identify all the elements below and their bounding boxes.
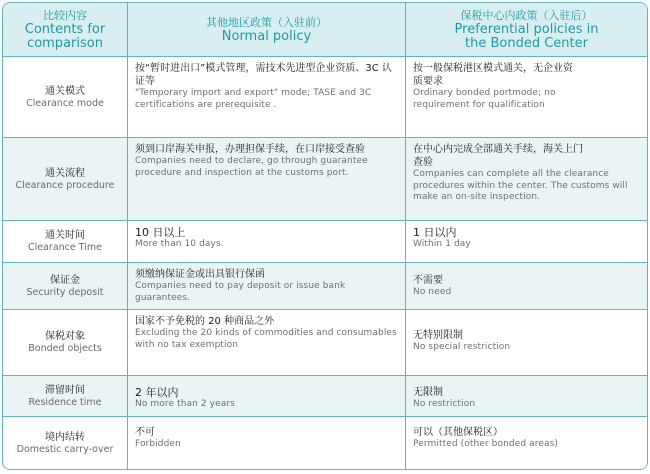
normal-policy-en: Companies need to declare, go through guarantee procedure and inspection at the customs port. [135,156,368,178]
bonded-policy-zh: 不需要 [413,275,443,286]
normal-policy-zh: 国家不予免税的 20 种商品之外 [135,316,275,327]
row-label-security-deposit [3,263,128,310]
row-label-en: Security deposit [26,286,104,298]
row-label-zh: 通关模式 [45,85,85,97]
normal-policy-zh: 10 日以上 [135,226,186,239]
bonded-policy-zh: 可以（其他保税区） [413,427,503,438]
table-grid [3,3,647,469]
normal-policy-zh: 按“暂时进出口”模式管理，需技术先进型企业资质、3C 认证等 [135,63,392,87]
bonded-policy-en: Within 1 day [413,239,471,249]
bonded-policy-zh: 无特别限制 [413,330,463,341]
bonded-policy-en: No need [413,287,452,297]
normal-policy-zh: 不可 [135,427,155,438]
row-label-zh: 通关流程 [45,167,85,179]
header-col3-en: Preferential policies in the Bonded Center [454,21,599,51]
bonded-policy-en: Companies can complete all the clearance procedures within the center. The customs will make an on-site inspection. [413,169,628,202]
bonded-policy-en: No special restriction [413,342,511,352]
normal-policy-zh: 2 年以内 [135,386,179,399]
normal-policy-cell [128,263,406,310]
normal-policy-zh: 须缴纳保证金或出具银行保函 [135,269,265,280]
row-label-zh: 通关时间 [45,230,85,241]
header-col2-zh: 其他地区政策（入驻前） [206,15,327,29]
normal-policy-cell [128,417,406,469]
bonded-policy-zh: 在中心内完成全部通关手续，海关上门查验 [413,144,583,168]
bonded-policy-cell [406,417,647,469]
bonded-policy-cell [406,57,647,138]
normal-policy-en: "Temporary import and export" mode; TASE and 3C certifications are prerequisite . [135,88,372,110]
normal-policy-en: Excluding the 20 kinds of commodities and consumables with no tax exemption [135,328,397,350]
row-label-zh: 保税对象 [45,331,85,342]
bonded-policy-zh: 1 日以内 [413,226,457,239]
bonded-policy-en: No restriction [413,399,476,409]
row-label-clearance-mode [3,57,128,138]
bonded-policy-en: Ordinary bonded portmode; no requirement for qualification [413,88,556,110]
row-label-bonded-objects [3,310,128,376]
normal-policy-en: No more than 2 years [135,399,235,409]
row-label-domestic-carry-over [3,417,128,469]
normal-policy-en: Companies need to pay deposit or issue bank guarantees. [135,281,346,303]
bonded-policy-cell [406,263,647,310]
row-label-clearance-procedure [3,138,128,221]
bonded-policy-cell [406,376,647,417]
row-label-en: Domestic carry-over [16,443,114,455]
row-label-en: Clearance procedure [15,179,115,191]
row-label-residence-time [3,376,128,417]
header-col1-en: Contents for comparison [24,21,106,51]
normal-policy-cell [128,57,406,138]
header-normal-policy [128,3,406,57]
bonded-policy-cell [406,221,647,263]
normal-policy-cell [128,310,406,376]
normal-policy-en: Forbidden [135,439,181,449]
normal-policy-cell [128,376,406,417]
bonded-policy-zh: 按一般保税港区模式通关，无企业资质要求 [413,63,573,87]
normal-policy-cell [128,138,406,221]
header-col3-zh: 保税中心内政策（入驻后） [460,8,593,22]
bonded-policy-cell [406,138,647,221]
header-contents-for-comparison [3,3,128,57]
normal-policy-zh: 须到口岸海关申报，办理担保手续，在口岸接受查验 [135,144,365,155]
bonded-policy-en: Permitted (other bonded areas) [413,439,558,449]
row-label-zh: 保证金 [50,274,80,286]
row-label-en: Clearance Time [27,242,103,253]
row-label-zh: 滞留时间 [45,384,85,396]
row-label-en: Residence time [28,396,102,408]
bonded-policy-cell [406,310,647,376]
row-label-en: Bonded objects [28,343,102,354]
header-col1-zh: 比较内容 [43,8,87,22]
normal-policy-cell [128,221,406,263]
row-label-clearance-time [3,221,128,263]
header-preferential-policies [406,3,647,57]
row-label-zh: 境内结转 [45,431,85,443]
bonded-policy-zh: 无限制 [413,387,443,398]
row-label-en: Clearance mode [26,97,104,109]
header-col2-en: Normal policy [221,28,312,44]
comparison-table [2,2,648,470]
normal-policy-en: More than 10 days. [135,239,224,249]
